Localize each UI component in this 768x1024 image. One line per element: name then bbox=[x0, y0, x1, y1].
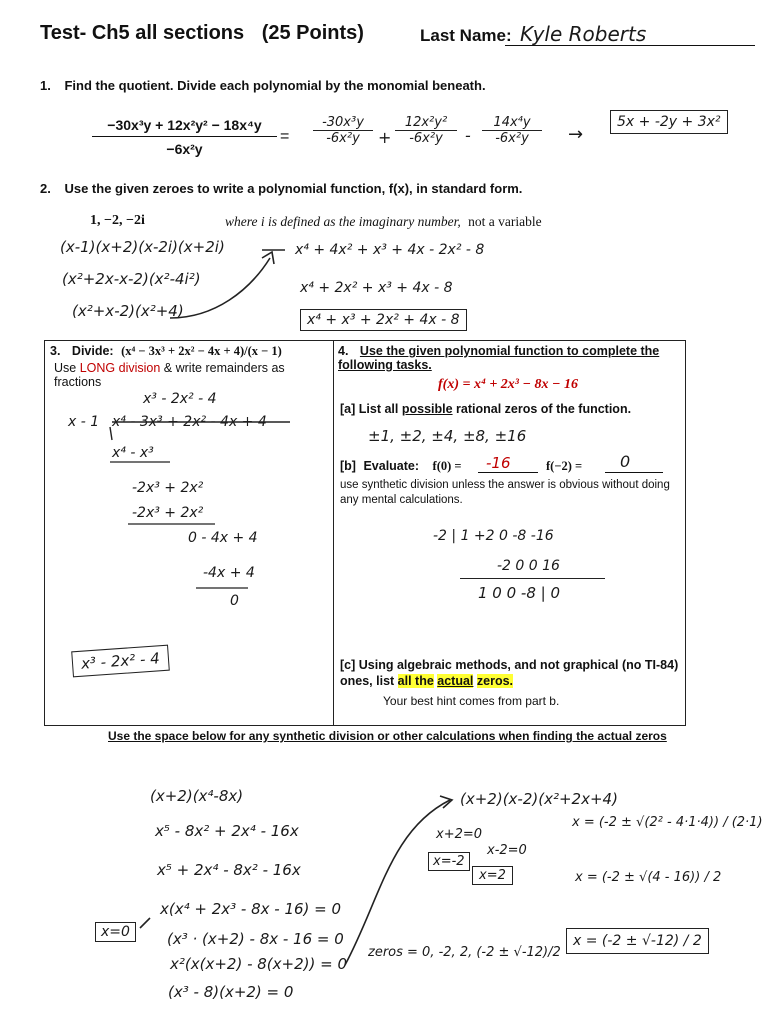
q4-c-text-hl3: zeros. bbox=[476, 674, 514, 688]
q1-denominator: −6x²y bbox=[166, 141, 203, 157]
work-mid-line-1: x+2=0 bbox=[436, 827, 483, 842]
q2-prompt-text: Use the given zeroes to write a polynomial function, f(x), in standard form. bbox=[64, 181, 523, 196]
q4-synth-row-3: 1 0 0 -8 | 0 bbox=[478, 584, 561, 602]
work-quad-1: x = (-2 ± √(2² - 4·1·4)) / (2·1) bbox=[572, 815, 763, 830]
work-zeros-line: zeros = 0, -2, 2, (-2 ± √-12)/2 bbox=[368, 945, 561, 960]
q3-hw-step-3: -2x³ + 2x² bbox=[132, 505, 204, 521]
q4-f0-value: -16 bbox=[486, 454, 511, 472]
q3-hw-divisor: x - 1 bbox=[68, 414, 100, 430]
points-text: (25 Points) bbox=[261, 22, 364, 44]
q1-prompt-text: Find the quotient. Divide each polynomial by the monomial beneath. bbox=[64, 78, 486, 93]
q4-synth-row-1: -2 | 1 +2 0 -8 -16 bbox=[433, 528, 554, 544]
q1-hw-answer: 5x + -2y + 3x² bbox=[610, 110, 728, 134]
q1-hw-term-1-num: -30x³y bbox=[313, 115, 373, 131]
q4-fm2-label: f(−2) = bbox=[546, 459, 583, 473]
work-mid-line-2: x-2=0 bbox=[487, 843, 527, 858]
q1-hw-minus: - bbox=[465, 126, 471, 145]
q2-hw-expand-1: x⁴ + 4x² + x³ + 4x - 2x² - 8 bbox=[295, 242, 485, 258]
q3-use: Use bbox=[54, 361, 77, 375]
q2-note-text: where i is defined as the imaginary number, bbox=[225, 214, 461, 229]
q1-numerator: −30x³y + 12x²y² − 18x⁴y bbox=[92, 117, 277, 137]
q1-prompt bbox=[40, 78, 486, 93]
work-quad-2: x = (-2 ± √(4 - 16)) / 2 bbox=[575, 870, 722, 885]
q4-header bbox=[338, 344, 678, 372]
q1-number: 1. bbox=[40, 78, 51, 93]
q3-title: Divide: bbox=[71, 344, 114, 358]
work-arrow-head bbox=[440, 796, 452, 808]
q2-arrow-curve bbox=[170, 258, 270, 318]
q4-c-text-hl1: all the bbox=[397, 674, 434, 688]
work-left-line-4: x(x⁴ + 2x³ - 8x - 16) = 0 bbox=[160, 900, 342, 918]
work-arrow-curve bbox=[345, 800, 450, 965]
q4-number: 4. bbox=[338, 344, 349, 358]
q1-equals: = bbox=[280, 128, 290, 145]
q4-a-text-post: rational zeros of the function. bbox=[456, 402, 632, 416]
work-left-line-3: x⁵ + 2x⁴ - 8x² - 16x bbox=[157, 861, 301, 879]
q4-c-text-pre: Using algebraic methods, and not graphical (no TI-84) ones, list bbox=[340, 658, 679, 688]
q2-hw-line-2: (x²+2x-x-2)(x²-4i²) bbox=[62, 270, 201, 288]
q2-hw-line-3: (x²+x-2)(x²+4) bbox=[72, 302, 184, 320]
q4-f0-label: f(0) = bbox=[432, 459, 462, 473]
last-name-value: Kyle Roberts bbox=[520, 22, 647, 46]
q1-hw-term-2 bbox=[395, 115, 457, 146]
q1-hw-term-3 bbox=[482, 115, 542, 146]
q4-a-prompt bbox=[340, 402, 631, 416]
last-name-label: Last Name: bbox=[420, 26, 512, 45]
work-left-line-2: x⁵ - 8x² + 2x⁴ - 16x bbox=[155, 822, 299, 840]
q4-synth-row-2: -2 0 0 16 bbox=[497, 558, 560, 574]
q3-hw-step-2: -2x³ + 2x² bbox=[132, 480, 204, 496]
q3-number: 3. bbox=[50, 344, 61, 358]
q3-long-division: LONG division bbox=[79, 361, 161, 375]
q4-c-prompt bbox=[340, 657, 680, 689]
q4-b-note: use synthetic division unless the answer is obvious without doing any mental calculations. bbox=[340, 479, 670, 506]
q4-fm2-line bbox=[605, 472, 663, 473]
q2-hw-line-1: (x-1)(x+2)(x-2i)(x+2i) bbox=[60, 238, 225, 256]
q4-function: f(x) = x⁴ + 2x³ − 8x − 16 bbox=[438, 377, 578, 392]
q4-c-hint: Your best hint comes from part b. bbox=[383, 694, 560, 708]
title-text: Test- Ch5 all sections bbox=[40, 22, 245, 44]
q4-title: Use the given polynomial function to complete the following tasks. bbox=[338, 344, 660, 372]
q1-hw-arrow: → bbox=[568, 124, 584, 145]
q3-q4-divider bbox=[333, 340, 334, 726]
q3-hw-dividend: x⁴ - 3x³ + 2x² - 4x + 4 bbox=[112, 414, 267, 430]
q4-a-text-pre: List all bbox=[358, 402, 399, 416]
test-title bbox=[40, 22, 364, 45]
q3-hw-step-6: 0 bbox=[230, 593, 239, 609]
q1-hw-plus: + bbox=[378, 128, 392, 147]
work-quad-3: x = (-2 ± √-12) / 2 bbox=[566, 928, 709, 954]
q4-b-prompt bbox=[340, 459, 462, 474]
work-x0-arrow bbox=[140, 918, 150, 928]
work-left-line-6: x²(x(x+2) - 8(x+2)) = 0 bbox=[170, 955, 347, 973]
q3-hw-step-4: 0 - 4x + 4 bbox=[188, 530, 258, 546]
q3-rest: & write remainders as fractions bbox=[54, 361, 285, 389]
q4-a-label: [a] bbox=[340, 402, 356, 416]
q4-a-hw: ±1, ±2, ±4, ±8, ±16 bbox=[368, 427, 527, 445]
q3-hw-quotient: x³ - 2x² - 4 bbox=[143, 391, 217, 407]
q4-c-text-hl2: actual bbox=[437, 674, 474, 688]
work-left-line-5: (x³ · (x+2) - 8x - 16 = 0 bbox=[167, 930, 344, 948]
work-heading: Use the space below for any synthetic division or other calculations when finding the actual zeros bbox=[108, 729, 667, 743]
q2-note bbox=[225, 214, 542, 230]
work-boxed-m2: x=-2 bbox=[428, 852, 470, 871]
q1-hw-term-3-den: -6x²y bbox=[495, 131, 529, 146]
work-right-top: (x+2)(x-2)(x²+2x+4) bbox=[460, 790, 618, 808]
q2-note-tail: not a variable bbox=[468, 214, 542, 229]
work-left-line-7: (x³ - 8)(x+2) = 0 bbox=[168, 983, 294, 1001]
q1-hw-term-1-den: -6x²y bbox=[326, 131, 360, 146]
q2-zeros: 1, −2, −2i bbox=[90, 213, 145, 228]
q1-hw-term-3-num: 14x⁴y bbox=[482, 115, 542, 131]
q3-hw-step-5: -4x + 4 bbox=[203, 565, 255, 581]
q4-b-label: [b] bbox=[340, 459, 356, 473]
work-left-line-1: (x+2)(x⁴-8x) bbox=[150, 787, 244, 805]
q1-hw-term-2-num: 12x²y² bbox=[395, 115, 457, 131]
q4-a-text-u: possible bbox=[401, 402, 453, 416]
work-boxed-x0: x=0 bbox=[95, 922, 136, 942]
work-boxed-2: x=2 bbox=[472, 866, 513, 885]
q4-f0-line bbox=[478, 472, 538, 473]
q4-fm2-value: 0 bbox=[620, 452, 631, 471]
q4-b-text: Evaluate: bbox=[363, 459, 420, 473]
q1-hw-term-1 bbox=[313, 115, 373, 146]
q2-hw-answer: x⁴ + x³ + 2x² + 4x - 8 bbox=[300, 309, 467, 331]
q3-expr: (x⁴ − 3x³ + 2x² − 4x + 4)/(x − 1) bbox=[121, 344, 282, 358]
q4-synth-line bbox=[460, 578, 605, 579]
q3-hw-step-1: x⁴ - x³ bbox=[112, 445, 154, 461]
q4-c-label: [c] bbox=[340, 658, 356, 672]
q2-arrow-head bbox=[262, 252, 274, 264]
q2-prompt bbox=[40, 181, 522, 196]
q3-header bbox=[50, 344, 330, 389]
q1-hw-term-2-den: -6x²y bbox=[409, 131, 443, 146]
q2-hw-expand-2: x⁴ + 2x² + x³ + 4x - 8 bbox=[300, 280, 453, 296]
q3-hw-answer: x³ - 2x² - 4 bbox=[71, 645, 169, 678]
q2-number: 2. bbox=[40, 181, 51, 196]
q1-fraction bbox=[92, 117, 277, 157]
